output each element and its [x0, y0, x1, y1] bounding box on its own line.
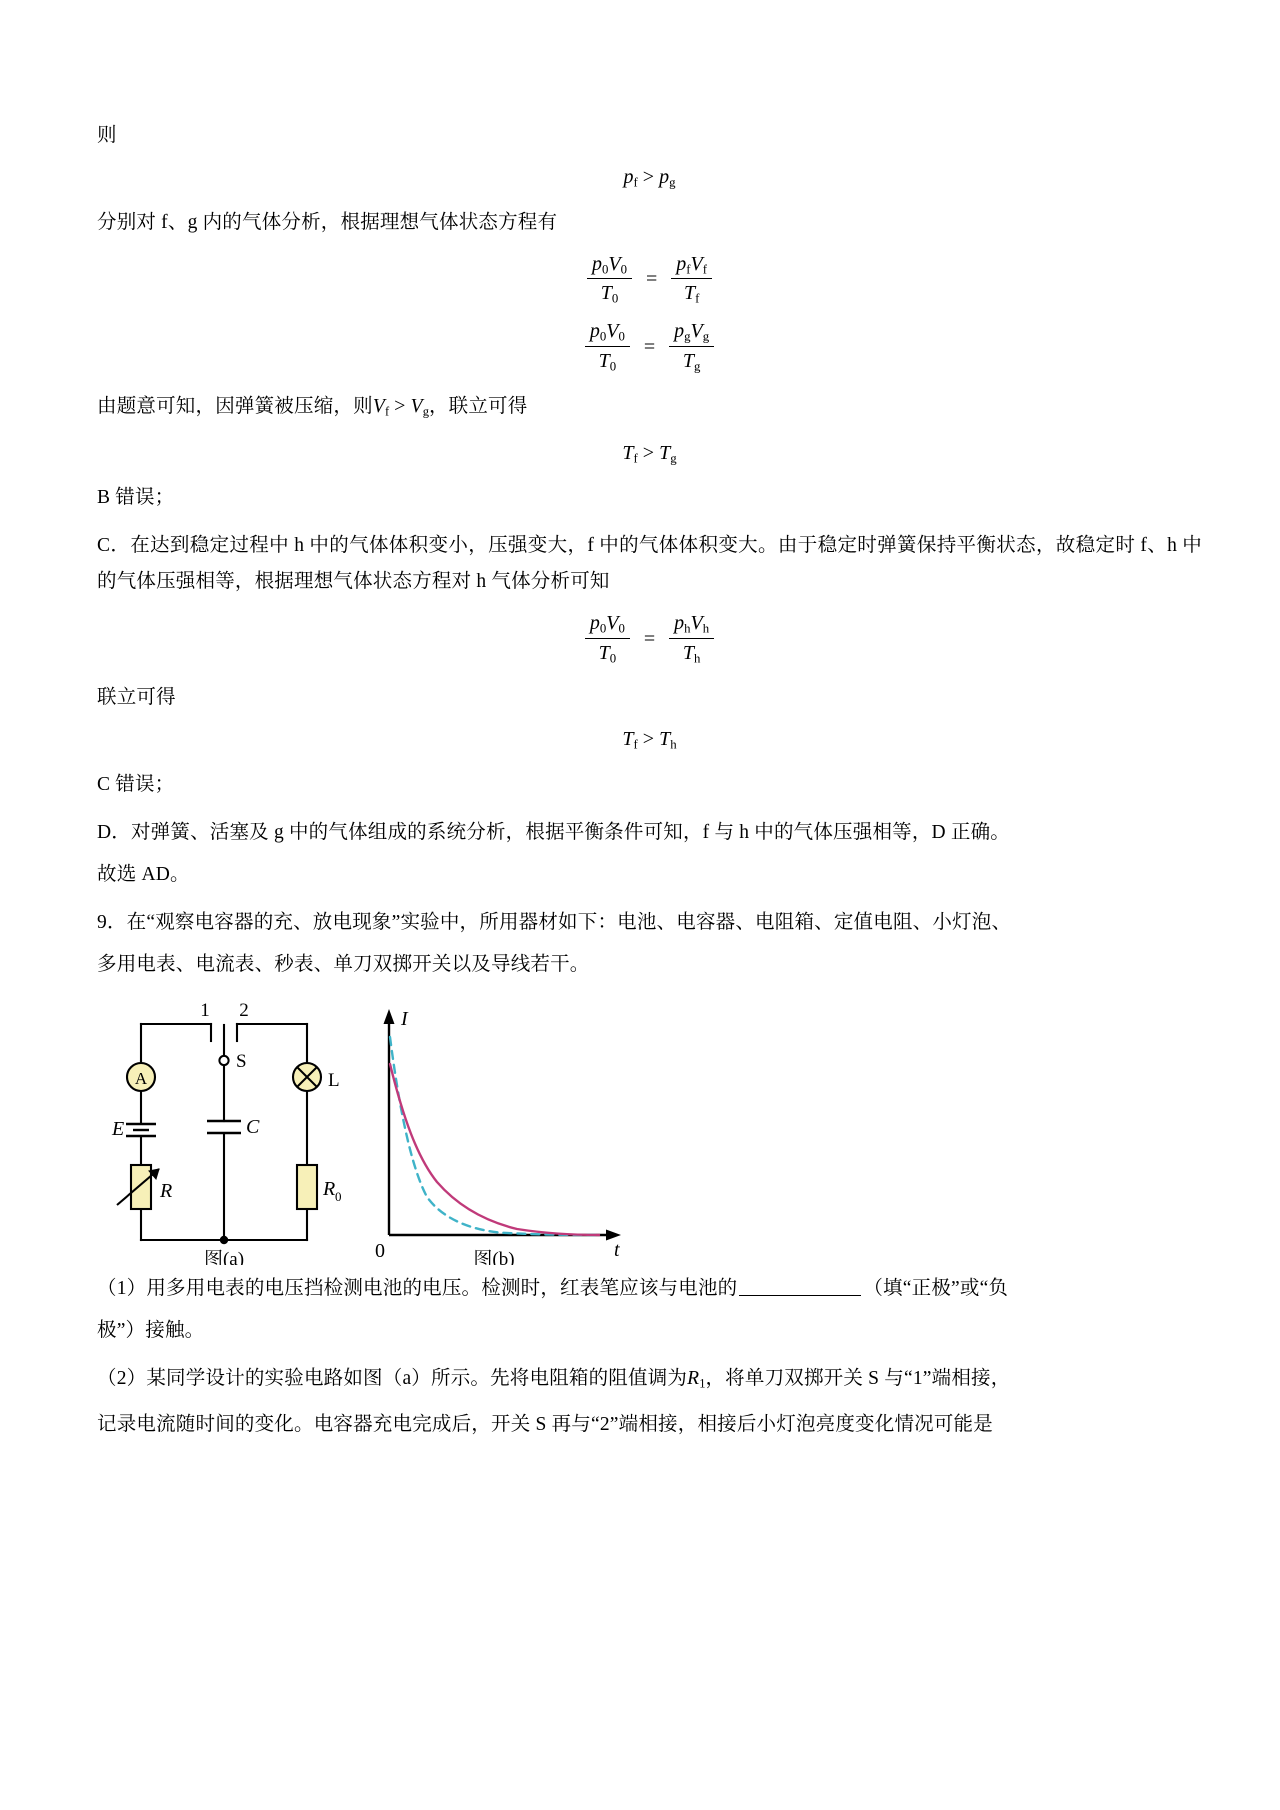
- equals-sign: =: [643, 627, 656, 650]
- relation-operator: >: [642, 166, 655, 188]
- option-c-explanation: C．在达到稳定过程中 h 中的气体体积变小，压强变大，f 中的气体体积变大。由于稳定时弹簧保持平衡状态，故稳定时 f、h 中的气体压强相等，根据理想气体状态方程对 h 气体分析可知: [97, 535, 1202, 593]
- y-axis: [384, 1009, 395, 1235]
- fraction-numerator: $p_hV_h$: [669, 612, 714, 639]
- fixed-resistor-subscript: 0: [335, 1188, 342, 1204]
- resistance-r1-symbol: $R_1$: [687, 1367, 706, 1391]
- conclusion-option-b: B 错误；: [97, 487, 175, 509]
- volume-f-symbol: $V_f$: [372, 396, 390, 419]
- paragraph-gas-analysis: 分别对 f、g 内的气体分析，根据理想气体状态方程有: [97, 211, 558, 233]
- option-d-explanation: D．对弹簧、活塞及 g 中的气体组成的系统分析，根据平衡条件可知，f 与 h 中的气体压强相等，D 正确。: [97, 821, 1011, 843]
- pressure-g-symbol: $p_g$: [659, 166, 676, 190]
- relation-operator: >: [394, 395, 406, 418]
- equation-temperature-fh: [97, 728, 1202, 753]
- temperature-g-symbol: $T_g$: [659, 441, 677, 466]
- sub-question-2-text-part2: ，将单刀双掷开关 S 与“1”端相接，: [705, 1367, 1011, 1389]
- terminal-1-label: 1: [200, 999, 210, 1021]
- sub-question-2-line-1: [97, 1361, 1202, 1401]
- figure-b-caption: 图(b): [473, 1248, 515, 1265]
- solid-decay-curve: [390, 1064, 599, 1235]
- ammeter-label: A: [134, 1068, 148, 1088]
- switch-label: S: [236, 1050, 247, 1072]
- battery-icon: [126, 1124, 156, 1136]
- paragraph-spring-compressed: [97, 388, 1202, 429]
- spring-text-part2: ，联立可得: [428, 396, 528, 418]
- capacitor-icon: [207, 1121, 241, 1133]
- fraction-numerator: $p_0V_0$: [585, 320, 630, 347]
- question-9-line-1: 9．在“观察电容器的充、放电现象”实验中，所用器材如下：电池、电容器、电阻箱、定值电阻、小灯泡、: [97, 911, 1012, 933]
- capacitor-label: C: [246, 1115, 260, 1138]
- fixed-resistor-label: R: [323, 1177, 336, 1200]
- relation-operator: >: [642, 441, 655, 464]
- fraction-denominator: $T_f$: [683, 282, 700, 307]
- terminal-2-label: 2: [239, 999, 249, 1021]
- y-axis-label: I: [401, 1007, 408, 1030]
- relation-operator: >: [642, 728, 655, 751]
- sub-question-2-line-2: 记录电流随时间的变化。电容器充电完成后，开关 S 再与“2”端相接，相接后小灯泡亮度变化情况可能是: [97, 1414, 993, 1436]
- fraction-final-state-h: [669, 612, 714, 666]
- answer-blank-1[interactable]: [739, 1277, 861, 1296]
- battery-label: E: [112, 1117, 125, 1140]
- rheostat-icon: [131, 1165, 151, 1209]
- x-axis-label: t: [614, 1238, 620, 1261]
- dashed-decay-curve: [390, 1037, 599, 1235]
- intro-label: 则: [97, 125, 117, 146]
- equation-temperature-fg: [97, 442, 1202, 467]
- fraction-initial-state-h: [585, 612, 630, 666]
- sub-question-2-text-part1: （2）某同学设计的实验电路如图（a）所示。先将电阻箱的阻值调为: [97, 1367, 688, 1389]
- figure-row: [97, 997, 1202, 1265]
- fraction-numerator: $p_gV_g$: [669, 320, 714, 347]
- switch-pivot-icon[interactable]: [219, 1056, 228, 1065]
- temperature-h-symbol: $T_h$: [659, 728, 677, 752]
- sub-question-1-line-1: [97, 1271, 1202, 1307]
- fraction-denominator: $T_g$: [682, 350, 701, 374]
- figure-b-current-time-graph: [359, 997, 659, 1265]
- fraction-denominator: $T_0$: [600, 282, 619, 307]
- equation-state-h: [97, 612, 1202, 666]
- equation-state-f: [97, 253, 1202, 307]
- spring-text-part1: 由题意可知，因弹簧被压缩，则: [97, 396, 373, 418]
- equals-sign: =: [646, 267, 658, 290]
- equation-state-g: [97, 320, 1202, 374]
- fraction-final-state-f: [671, 253, 712, 307]
- paragraph-combine: 联立可得: [97, 687, 176, 709]
- sub-question-1-text-part1: （1）用多用电表的电压挡检测电池的电压。检测时，红表笔应该与电池的: [97, 1277, 738, 1299]
- figure-a-caption: 图(a): [203, 1248, 245, 1265]
- volume-g-symbol: $V_g$: [410, 396, 429, 419]
- fraction-final-state-g: [669, 320, 714, 374]
- fraction-numerator: $p_fV_f$: [671, 253, 712, 280]
- fraction-denominator: $T_h$: [682, 642, 701, 666]
- figure-a-circuit-diagram: [109, 997, 359, 1265]
- temperature-f-symbol: $T_f$: [622, 728, 638, 752]
- fraction-numerator: $p_0V_0$: [587, 253, 632, 280]
- document-content: [97, 118, 1202, 1455]
- origin-label: 0: [375, 1239, 385, 1262]
- fraction-denominator: $T_0$: [598, 350, 617, 374]
- fraction-denominator: $T_0$: [598, 642, 617, 666]
- fixed-resistor-icon: [297, 1165, 317, 1209]
- conclusion-option-c: C 错误；: [97, 773, 175, 795]
- fraction-initial-state-f: [587, 253, 632, 307]
- sub-question-1-line-2: 极”）接触。: [97, 1319, 205, 1341]
- rheostat-label: R: [160, 1179, 173, 1202]
- equals-sign: =: [643, 335, 656, 358]
- junction-dot-icon: [220, 1235, 228, 1243]
- temperature-f-symbol: $T_f$: [622, 441, 638, 466]
- pressure-f-symbol: $p_f$: [623, 166, 638, 190]
- question-9-line-2: 多用电表、电流表、秒表、单刀双掷开关以及导线若干。: [97, 953, 590, 975]
- fraction-initial-state-g: [585, 320, 630, 374]
- equation-pressure-compare: [97, 166, 1202, 191]
- fraction-numerator: $p_0V_0$: [585, 612, 630, 639]
- sub-question-1-text-part2: （填“正极”或“负: [863, 1277, 1009, 1299]
- lamp-label: L: [328, 1069, 340, 1091]
- answer-line: 故选 AD。: [97, 863, 190, 885]
